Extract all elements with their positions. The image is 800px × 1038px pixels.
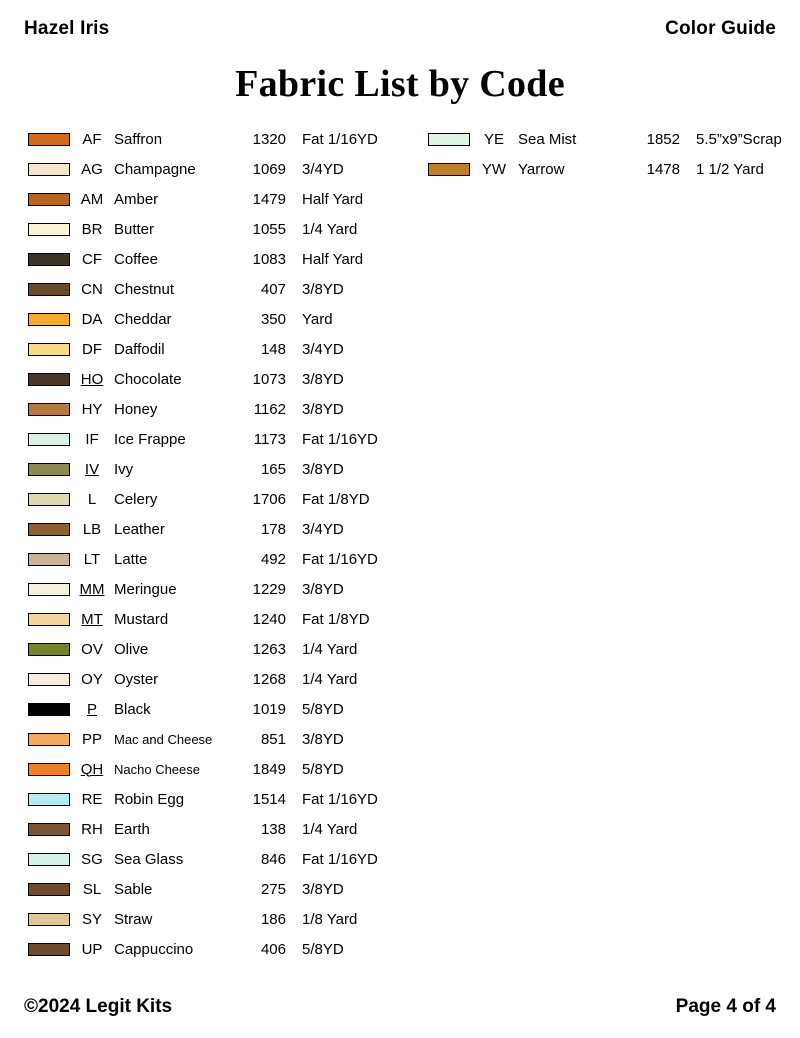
fabric-number: 1073 [252,370,286,388]
fabric-number: 851 [260,730,286,748]
fabric-number: 178 [260,520,286,538]
fabric-number: 407 [260,280,286,298]
fabric-code [70,401,114,418]
fabric-row [28,244,428,274]
color-swatch [28,823,70,836]
fabric-name: Honey [114,400,158,418]
fabric-name: Robin Egg [114,790,185,808]
fabric-code-text: L [87,490,97,508]
fabric-row [28,724,428,754]
fabric-row [28,784,428,814]
fabric-name: Olive [114,640,149,658]
fabric-code [70,251,114,268]
fabric-cut: 3/4YD [302,160,344,178]
color-swatch [28,553,70,566]
fabric-code-text: P [86,700,97,718]
fabric-cut: 1/8 Yard [302,910,358,928]
fabric-cut: 3/8YD [302,730,344,748]
fabric-code [70,491,114,508]
color-swatch [28,643,70,656]
fabric-name: Straw [114,910,153,928]
fabric-row [28,154,428,184]
fabric-code-text: CF [82,250,102,268]
fabric-cut: 1/4 Yard [302,670,358,688]
color-swatch [28,253,70,266]
fabric-code [70,611,114,628]
fabric-code-text: LT [83,550,101,568]
fabric-name: Chestnut [114,280,175,298]
fabric-name: Amber [114,190,159,208]
fabric-code-text: OY [81,670,103,688]
fabric-code [70,791,114,808]
color-swatch [28,313,70,326]
fabric-code [70,641,114,658]
fabric-row [28,304,428,334]
fabric-row [28,904,428,934]
fabric-row [28,934,428,964]
fabric-code-text: HY [81,400,103,418]
fabric-cut: 5.5”x9”Scrap [696,130,782,148]
fabric-name: Nacho Cheese [114,761,200,777]
fabric-row [28,844,428,874]
fabric-number: 1320 [252,130,286,148]
guide-label: Color Guide [665,18,776,39]
fabric-code-text: RH [81,820,103,838]
fabric-number: 1479 [252,190,286,208]
fabric-row [28,754,428,784]
fabric-code [70,431,114,448]
color-swatch [28,673,70,686]
color-swatch [28,733,70,746]
fabric-row [428,154,768,184]
fabric-number: 1478 [646,160,680,178]
fabric-code-text: DA [81,310,103,328]
color-swatch [28,193,70,206]
fabric-number: 350 [260,310,286,328]
fabric-cut: 1/4 Yard [302,640,358,658]
fabric-number: 1852 [646,130,680,148]
fabric-number: 1229 [252,580,286,598]
fabric-cut: 1 1/2 Yard [696,160,764,178]
fabric-cut: Half Yard [302,250,364,268]
fabric-code-text: AM [80,190,104,208]
fabric-number: 1069 [252,160,286,178]
fabric-row [28,874,428,904]
fabric-row [28,604,428,634]
fabric-code [70,671,114,688]
fabric-cut: 5/8YD [302,940,344,958]
fabric-code-text: YE [483,130,504,148]
fabric-name: Earth [114,820,150,838]
color-swatch [28,493,70,506]
fabric-row [28,274,428,304]
fabric-number: 138 [260,820,286,838]
fabric-code [70,191,114,208]
fabric-row [28,394,428,424]
color-swatch [428,163,470,176]
fabric-list [28,124,782,964]
fabric-cut: 1/4 Yard [302,820,358,838]
fabric-cut: Half Yard [302,190,364,208]
fabric-row [28,184,428,214]
fabric-code [70,581,114,598]
fabric-row [28,664,428,694]
fabric-cut: Fat 1/16YD [302,430,378,448]
fabric-cut: 3/4YD [302,340,344,358]
fabric-row [28,694,428,724]
fabric-code-text: RE [81,790,103,808]
fabric-name: Oyster [114,670,159,688]
color-swatch [28,223,70,236]
color-swatch [28,703,70,716]
quilt-name: Hazel Iris [24,18,110,39]
page-footer [24,996,776,1018]
fabric-number: 1263 [252,640,286,658]
color-swatch [28,613,70,626]
fabric-code-text: OV [81,640,103,658]
fabric-row [28,814,428,844]
fabric-cut: Fat 1/8YD [302,610,370,628]
fabric-cut: 1/4 Yard [302,220,358,238]
fabric-number: 1849 [252,760,286,778]
fabric-cut: 3/8YD [302,280,344,298]
fabric-number: 1162 [253,400,286,418]
fabric-cut: Fat 1/8YD [302,490,370,508]
fabric-number: 1706 [252,490,286,508]
fabric-code [470,131,518,148]
fabric-code-text: YW [481,160,507,178]
fabric-code-text: CN [81,280,103,298]
fabric-row [28,574,428,604]
fabric-name: Ivy [114,460,134,478]
fabric-number: 846 [260,850,286,868]
fabric-code-text: MM [79,580,105,598]
fabric-row [28,124,428,154]
page-header [24,18,776,40]
color-swatch [28,163,70,176]
fabric-code-text: DF [82,340,102,358]
fabric-number: 1019 [252,700,286,718]
fabric-row [28,484,428,514]
color-swatch [28,583,70,596]
fabric-name: Sea Mist [518,130,577,148]
fabric-code-text: IV [84,460,100,478]
fabric-row [28,514,428,544]
fabric-code [70,551,114,568]
fabric-row [28,454,428,484]
fabric-code-text: AG [81,160,103,178]
color-swatch [28,283,70,296]
fabric-cut: Fat 1/16YD [302,850,378,868]
fabric-column-2 [428,124,782,184]
fabric-row [28,424,428,454]
fabric-number: 275 [260,880,286,898]
fabric-code-text: HO [80,370,104,388]
fabric-name: Cheddar [114,310,172,328]
page-title: Fabric List by Code [235,63,565,105]
fabric-code-text: BR [81,220,103,238]
fabric-cut: 3/4YD [302,520,344,538]
fabric-column-1 [28,124,428,964]
fabric-code [70,941,114,958]
fabric-code-text: AF [82,130,102,148]
fabric-number: 1268 [252,670,286,688]
fabric-code [70,131,114,148]
fabric-code [70,851,114,868]
fabric-cut: Fat 1/16YD [302,790,378,808]
color-swatch [28,883,70,896]
fabric-name: Sable [114,880,153,898]
fabric-name: Meringue [114,580,177,598]
fabric-code-text: PP [81,730,102,748]
fabric-row [28,364,428,394]
fabric-name: Black [114,700,151,718]
fabric-code-text: IF [85,430,99,448]
color-swatch [28,523,70,536]
fabric-code [70,731,114,748]
fabric-name: Mustard [114,610,169,628]
fabric-cut: 5/8YD [302,700,344,718]
fabric-number: 1173 [253,430,286,448]
fabric-name: Chocolate [114,370,182,388]
fabric-name: Ice Frappe [114,430,186,448]
fabric-cut: 3/8YD [302,370,344,388]
fabric-code [70,311,114,328]
fabric-name: Sea Glass [114,850,184,868]
color-swatch [28,793,70,806]
color-swatch [28,853,70,866]
fabric-code [70,911,114,928]
fabric-name: Yarrow [518,160,565,178]
fabric-number: 492 [260,550,286,568]
fabric-code-text: SL [82,880,102,898]
fabric-code-text: UP [81,940,103,958]
fabric-name: Latte [114,550,148,568]
fabric-number: 1514 [252,790,286,808]
color-swatch [28,373,70,386]
fabric-row [428,124,782,154]
fabric-code-text: QH [80,760,104,778]
fabric-name: Cappuccino [114,940,194,958]
fabric-name: Celery [114,490,158,508]
fabric-code [70,341,114,358]
fabric-cut: 3/8YD [302,400,344,418]
color-swatch [28,433,70,446]
fabric-number: 1083 [252,250,286,268]
fabric-cut: 3/8YD [302,460,344,478]
fabric-number: 1055 [252,220,286,238]
fabric-code [70,761,114,778]
color-swatch [28,763,70,776]
color-swatch [28,133,70,146]
fabric-code [70,221,114,238]
fabric-name: Coffee [114,250,158,268]
fabric-number: 186 [260,910,286,928]
fabric-cut: Fat 1/16YD [302,130,378,148]
fabric-name: Butter [114,220,155,238]
fabric-name: Mac and Cheese [114,731,213,747]
fabric-name: Saffron [114,130,163,148]
fabric-name: Leather [114,520,165,538]
fabric-row [28,334,428,364]
fabric-code [70,821,114,838]
color-swatch [28,403,70,416]
color-swatch [28,343,70,356]
fabric-cut: 5/8YD [302,760,344,778]
fabric-row [28,634,428,664]
fabric-number: 148 [260,340,286,358]
fabric-number: 165 [260,460,286,478]
fabric-cut: 3/8YD [302,580,344,598]
fabric-code [70,701,114,718]
fabric-code [70,521,114,538]
fabric-code-text: SY [81,910,102,928]
color-swatch [28,913,70,926]
copyright: ©2024 Legit Kits [24,996,173,1017]
fabric-code [70,371,114,388]
page-number: Page 4 of 4 [675,996,776,1017]
fabric-row [28,544,428,574]
fabric-number: 406 [260,940,286,958]
color-swatch [428,133,470,146]
fabric-code [470,161,518,178]
fabric-number: 1240 [252,610,286,628]
fabric-cut: Yard [302,310,333,328]
fabric-code-text: LB [82,520,102,538]
fabric-code-text: SG [81,850,103,868]
fabric-code [70,461,114,478]
fabric-name: Daffodil [114,340,165,358]
fabric-code [70,161,114,178]
fabric-code [70,881,114,898]
color-swatch [28,943,70,956]
fabric-code [70,281,114,298]
fabric-row [28,214,428,244]
color-swatch [28,463,70,476]
fabric-code-text: MT [81,610,103,628]
fabric-name: Champagne [114,160,196,178]
fabric-cut: Fat 1/16YD [302,550,378,568]
fabric-cut: 3/8YD [302,880,344,898]
